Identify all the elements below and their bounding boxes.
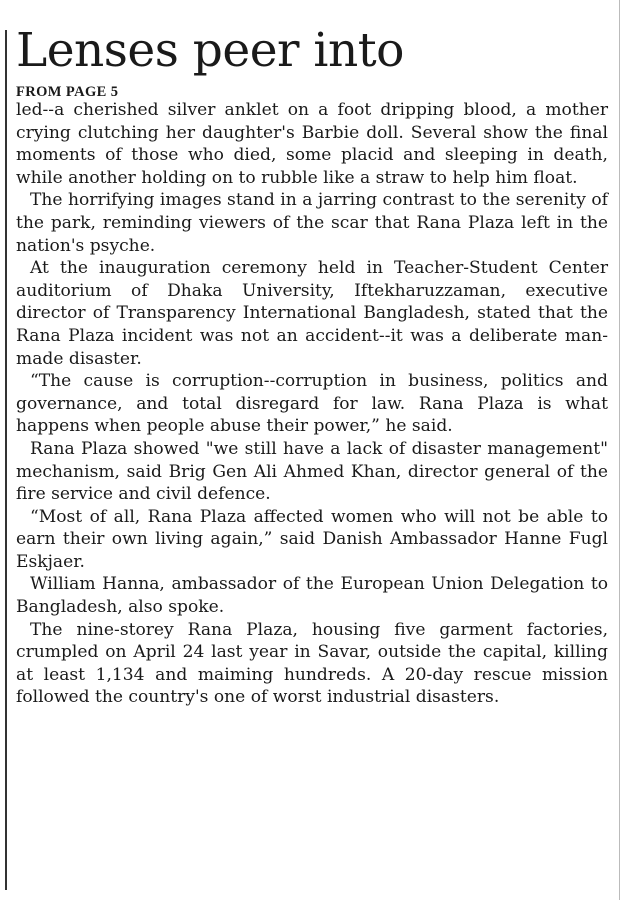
column-rule-right [619,0,620,900]
paragraph: Rana Plaza showed "we still have a lack of disaster management" mechanism, said Brig Gen Ali Ahmed Khan, director general of the fire service and civil defence. [16,438,608,505]
article-body [16,99,608,709]
column-rule-left [5,30,7,890]
paragraph: The horrifying images stand in a jarring contrast to the serenity of the park, reminding viewers of the scar that Rana Plaza left in the nation's psyche. [16,190,608,256]
headline: Lenses peer into [16,23,404,78]
paragraph: At the inauguration ceremony held in Teacher-Student Center auditorium of Dhaka University, Iftekharuzzaman, executive director of Transparency International Bangladesh, stated that the Rana Plaza incident was not an accident--it was a deliberate man-made disaster. [16,258,608,369]
paragraph: “Most of all, Rana Plaza affected women who will not be able to earn their own living again,” said Danish Ambassador Hanne Fugl Eskjaer. [16,506,608,572]
paragraph: The nine-storey Rana Plaza, housing five garment factories, crumpled on April 24 last year in Savar, outside the capital, killing at least 1,134 and maiming hundreds. A 20-day rescue mission followed the country's one of worst industrial disasters. [16,619,608,708]
article [16,22,608,709]
paragraph: led--a cherished silver anklet on a foot dripping blood, a mother crying clutching her daughter's Barbie doll. Several show the final moments of those who died, some placid and sleeping in death, while another holding on to rubble like a straw to help him float. [16,100,608,188]
jump-line: FROM PAGE 5 [16,84,119,100]
paragraph: William Hanna, ambassador of the European Union Delegation to Bangladesh, also spoke. [16,574,608,618]
paragraph: “The cause is corruption--corruption in business, politics and governance, and total disregard for law. Rana Plaza is what happens when people abuse their power,” he said. [16,371,608,437]
